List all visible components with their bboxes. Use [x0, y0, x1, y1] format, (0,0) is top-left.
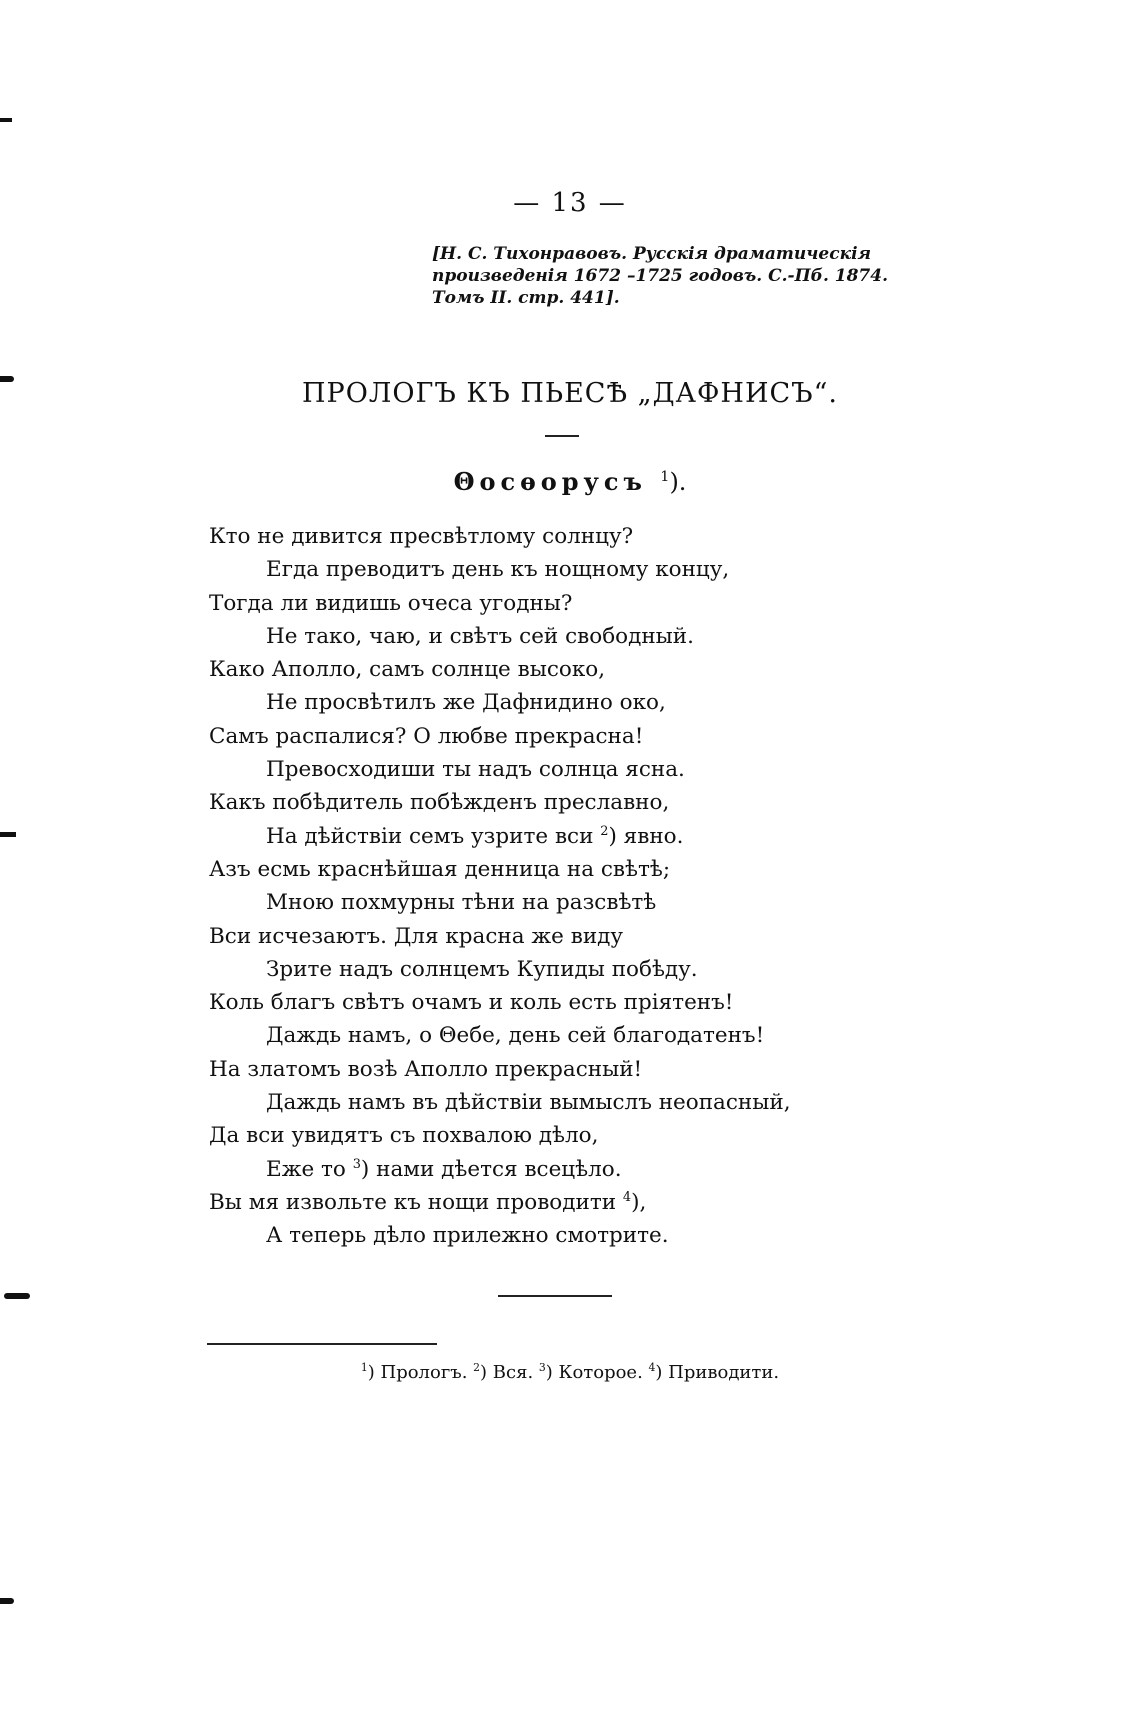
footnote-mark: 4 — [648, 1361, 656, 1374]
verse-text: Самъ распалися? О любве прекрасна! — [209, 723, 644, 749]
verse-text: Коль благъ свѣтъ очамъ и коль есть пріятенъ! — [209, 990, 734, 1016]
verse-line — [209, 1086, 829, 1119]
speaker-footnote-ref — [660, 468, 686, 496]
verse-text: Еже то — [266, 1156, 353, 1182]
footnote-text: ) Вся. — [480, 1362, 539, 1383]
page-number: — 13 — — [513, 188, 627, 218]
verse-text: Даждь намъ, о Θебе, день сей благодатенъ! — [266, 1023, 765, 1049]
verse-line — [209, 786, 829, 819]
verse-line — [209, 1019, 829, 1052]
verse-line — [209, 820, 829, 853]
verse-text: Не тако, чаю, и свѣтъ сей свободный. — [266, 623, 694, 649]
verse-text: Кто не дивится пресвѣтлому солнцу? — [209, 524, 634, 549]
title-divider — [545, 435, 579, 437]
verse-line — [209, 1219, 829, 1252]
verse-line — [209, 720, 829, 753]
verse-line — [209, 953, 829, 986]
footnote-item — [473, 1362, 539, 1383]
footnote-ref-3: 3 — [352, 1156, 361, 1172]
verse-text: Како Аполло, самъ солнце высоко, — [209, 657, 606, 683]
footnote-mark: 2 — [473, 1361, 481, 1374]
verse-line — [209, 986, 829, 1019]
speaker-heading — [0, 467, 1140, 496]
verse-text: Даждь намъ въ дѣйствіи вымыслъ неопасный, — [266, 1090, 791, 1116]
section-end-divider — [498, 1295, 612, 1297]
verse-text: Зрите надъ солнцемъ Купиды побѣду. — [266, 956, 698, 982]
verse-text: Да вси увидятъ съ похвалою дѣло, — [209, 1123, 599, 1149]
verse-line — [209, 620, 829, 653]
scan-artifact-mark — [0, 1598, 14, 1604]
verse-line — [209, 553, 829, 586]
verse-text-after: ), — [631, 1189, 647, 1215]
scan-artifact-mark — [0, 832, 16, 837]
verse-text: Егда преводитъ день къ нощному концу, — [266, 557, 730, 583]
verse-text: Вы мя извольте къ нощи проводити — [209, 1189, 623, 1215]
verse-line — [209, 886, 829, 919]
footnote-item — [539, 1362, 649, 1383]
verse-line — [209, 1186, 829, 1219]
verse-line — [209, 753, 829, 786]
verse-text-after: ) нами дѣется всецѣло. — [360, 1156, 622, 1182]
scan-artifact-mark — [0, 118, 12, 122]
footnote-divider — [207, 1343, 437, 1345]
verse-line — [209, 587, 829, 620]
footnote-ref-2: 2 — [600, 823, 609, 839]
verse-text: Вси исчезаютъ. Для красна же виду — [209, 923, 624, 949]
verse-text: А теперь дѣло прилежно смотрите. — [266, 1223, 669, 1249]
verse-text: Мною похмурны тѣни на разсвѣтѣ — [266, 890, 657, 916]
verse-line — [209, 653, 829, 686]
verse-text: На златомъ возѣ Аполло прекрасный! — [209, 1056, 643, 1082]
footnote-ref-1: 1 — [660, 469, 670, 485]
scan-artifact-mark — [0, 376, 14, 382]
footnote-text: ) Которое. — [545, 1362, 649, 1383]
speaker-suffix: ). — [669, 468, 687, 496]
speaker-name: Θосѳорусъ — [453, 467, 647, 496]
footnote-item — [361, 1362, 473, 1383]
footnote-ref-4: 4 — [622, 1189, 632, 1205]
verse-text: Превосходиши ты надъ солнца ясна. — [266, 757, 685, 783]
verse-text: Азъ есмь краснѣйшая денница на свѣтѣ; — [209, 856, 671, 882]
verse-line — [209, 686, 829, 719]
verse-text: Тогда ли видишь очеса угодны? — [209, 590, 573, 616]
footnote-text: ) Приводити. — [655, 1362, 780, 1383]
verse-text-after: ) явно. — [608, 823, 684, 849]
verse-text: Не просвѣтилъ же Дафнидино око, — [266, 690, 666, 716]
verse-line — [209, 520, 829, 553]
verse-text: На дѣйствіи семъ узрите вси — [266, 823, 601, 849]
footnote-mark: 3 — [538, 1361, 546, 1374]
footnote-mark: 1 — [360, 1361, 368, 1374]
verse-line — [209, 1053, 829, 1086]
verse-line — [209, 1153, 829, 1186]
verse-line — [209, 920, 829, 953]
verse-line — [209, 1119, 829, 1152]
scan-artifact-mark — [4, 1293, 30, 1299]
footnote-text: ) Прологъ. — [367, 1362, 474, 1383]
page-title: ПРОЛОГЪ КЪ ПЬЕСѢ „ДАФНИСЪ“. — [302, 378, 838, 409]
poem-text — [209, 520, 829, 1253]
footnote-item — [649, 1362, 780, 1383]
verse-line — [209, 853, 829, 886]
source-citation: [Н. С. Тихонравовъ. Русскія драматическія произведенія 1672 –1725 годовъ. С.-Пб. 1874. Томъ II. стр. 441]. — [432, 244, 889, 308]
footnotes — [0, 1362, 1140, 1383]
verse-text: Какъ побѣдитель побѣжденъ преславно, — [209, 790, 670, 816]
